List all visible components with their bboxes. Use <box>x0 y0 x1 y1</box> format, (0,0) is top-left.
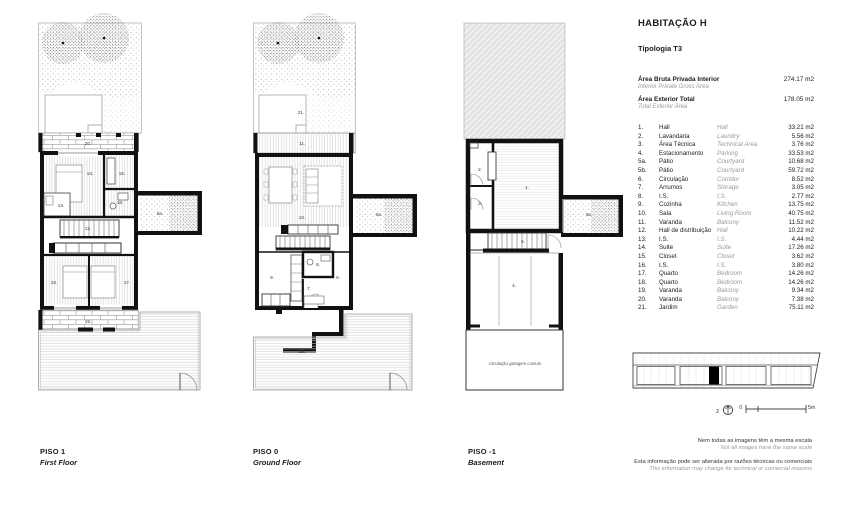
typology-label: Tipologia T3 <box>638 44 683 53</box>
floor-plan-piso-1 <box>39 13 203 390</box>
room-table-row <box>638 253 814 262</box>
room-number: 1. <box>638 124 644 131</box>
room-name-en: Balcony <box>717 218 740 226</box>
room-number: 5a. <box>638 158 647 166</box>
room-number: 3. <box>638 141 644 149</box>
room-table-row <box>638 227 814 236</box>
room-label: 15. <box>118 171 126 176</box>
area-summary <box>638 76 814 110</box>
room-area-value: 33.53 m2 <box>788 149 814 157</box>
room-number: 7. <box>638 184 644 192</box>
compass-label: z <box>716 408 720 415</box>
room-table-row <box>638 304 814 313</box>
room-name-pt: Estacionamento <box>659 149 704 157</box>
room-name-en: Courtyard <box>717 158 745 166</box>
room-number: 19. <box>638 287 647 295</box>
room-name-en: Closet <box>717 252 735 260</box>
room-name-pt: Área Técnica <box>659 141 696 149</box>
room-table-row <box>638 176 814 185</box>
room-number: 11. <box>638 218 647 226</box>
room-area-value: 40.75 m2 <box>788 209 814 217</box>
room-name-en: Corridor <box>717 175 740 183</box>
room-label: 13. <box>57 203 65 208</box>
room-table-row <box>638 150 814 159</box>
room-label: 11. <box>298 141 306 146</box>
floor-title-piso-minus-1 <box>468 447 504 467</box>
room-area-value: 75.11 m2 <box>788 304 814 312</box>
floor-plan-piso-0 <box>254 13 418 390</box>
room-name-en: I.S. <box>717 192 727 200</box>
room-name-pt: Hall <box>659 124 670 131</box>
room-label: 5a. <box>156 211 164 216</box>
room-area-value: 3.80 m2 <box>791 261 814 269</box>
room-label: 3. <box>478 201 482 206</box>
room-name-pt: Arrumos <box>659 184 683 192</box>
room-table-row <box>638 167 814 176</box>
room-name-en: Laundry <box>717 132 740 140</box>
north-compass <box>716 405 733 415</box>
room-name-pt: Jardim <box>659 304 678 312</box>
note <box>634 459 812 472</box>
room-number: 13. <box>638 235 647 243</box>
room-number: 18. <box>638 278 647 286</box>
room-table-row <box>638 193 814 202</box>
note-en: Not all images have the same scale <box>720 445 812 451</box>
room-number: 9. <box>638 201 644 209</box>
room-number: 16. <box>638 261 647 269</box>
room-table-row <box>638 236 814 245</box>
room-area-value: 8.52 m2 <box>791 175 814 183</box>
room-area-value: 14.26 m2 <box>788 278 814 286</box>
room-label: 10. <box>298 215 306 220</box>
room-name-en: I.S. <box>717 235 727 243</box>
room-name-en: Suite <box>717 244 732 252</box>
room-number: 2. <box>638 132 644 140</box>
room-name-pt: Varanda <box>659 287 682 295</box>
room-table-row <box>638 296 814 305</box>
room-label: 16. <box>116 200 124 205</box>
room-area-value: 11.52 m2 <box>788 218 814 226</box>
room-area-value: 7.38 m2 <box>791 295 814 303</box>
room-number: 14. <box>638 244 647 252</box>
room-area-value: 14.26 m2 <box>788 270 814 278</box>
area-value: 178.05 m2 <box>783 96 814 103</box>
room-name-en: Hall <box>717 227 728 235</box>
room-table-row <box>638 184 814 193</box>
room-label: 7. <box>307 286 311 291</box>
room-name-pt: Pátio <box>659 166 674 174</box>
room-name-en: Bedroom <box>717 278 743 286</box>
note-pt: Nem todas as imagens têm a mesma escala <box>697 438 812 444</box>
room-name-en: Garden <box>717 304 738 312</box>
floor-title-piso-0 <box>253 447 301 467</box>
floor-label: PISO 1 <box>40 447 66 456</box>
room-name-en: Kitchen <box>717 201 738 209</box>
floor-sublabel: First Floor <box>40 458 78 467</box>
area-summary-row <box>638 96 814 110</box>
floor-label: PISO -1 <box>468 447 497 456</box>
room-name-en: Bedroom <box>717 270 743 278</box>
room-name-en: I.S. <box>717 261 727 269</box>
room-area-value: 3.05 m2 <box>791 184 814 192</box>
disclaimer-notes <box>634 438 812 472</box>
room-name-pt: Lavandaria <box>659 132 690 140</box>
room-area-value: 3.62 m2 <box>791 252 814 260</box>
room-area-value: 9.34 m2 <box>791 287 814 295</box>
scale-start-label: 0 <box>739 405 742 411</box>
room-table-row <box>638 201 814 210</box>
room-table-row <box>638 158 814 167</box>
room-name-pt: Cozinha <box>659 201 682 209</box>
room-label: 8. <box>316 262 320 267</box>
room-table-row <box>638 219 814 228</box>
note <box>634 438 812 451</box>
room-number: 17. <box>638 270 647 278</box>
room-label: 9. <box>270 275 274 280</box>
room-name-en: Parking <box>717 149 738 157</box>
room-name-pt: Closet <box>659 252 677 260</box>
room-area-value: 5.56 m2 <box>791 132 814 140</box>
room-label: 5b. <box>298 349 306 354</box>
room-label: 21. <box>297 110 305 115</box>
room-table-row <box>638 262 814 271</box>
room-name-pt: Sala <box>659 209 672 217</box>
room-label: 4. <box>512 283 516 288</box>
room-number: 15. <box>638 252 647 260</box>
room-name-en: Technical Area <box>717 141 758 149</box>
room-table-row <box>638 210 814 219</box>
floor-sublabel: Basement <box>468 458 504 467</box>
scale-bar <box>739 405 815 413</box>
room-number: 21. <box>638 304 647 312</box>
room-name-en: Storage <box>717 184 739 192</box>
unit-title: HABITAÇÃO H <box>638 18 708 29</box>
area-label-en: Interior Private Gross Area <box>638 84 709 90</box>
room-number: 10. <box>638 209 647 217</box>
room-name-pt: Hall de distribuição <box>659 227 712 235</box>
room-label: 17. <box>123 280 131 285</box>
room-number: 12. <box>638 227 647 235</box>
area-summary-row <box>638 76 814 90</box>
room-table-row <box>638 133 814 142</box>
room-table-row <box>638 279 814 288</box>
note-en: This information may change for technical or comercial reasons <box>649 466 812 472</box>
room-label: 2. <box>478 167 482 172</box>
area-label-pt: Área Exterior Total <box>638 96 695 103</box>
room-table-row <box>638 124 814 133</box>
room-name-en: Courtyard <box>717 166 745 174</box>
room-name-en: Hall <box>717 124 728 131</box>
room-area-value: 2.77 m2 <box>791 192 814 200</box>
room-name-pt: Quarto <box>659 278 678 286</box>
area-value: 274.17 m2 <box>783 76 814 83</box>
info-panel <box>638 18 814 313</box>
garage-circulation-label: circulação garagem comum <box>488 361 542 366</box>
room-table-row <box>638 287 814 296</box>
room-number: 20. <box>638 295 647 303</box>
room-table-row <box>638 270 814 279</box>
room-name-pt: Varanda <box>659 295 682 303</box>
room-number: 6. <box>638 175 644 183</box>
room-number: 4. <box>638 149 644 157</box>
room-label: 5a. <box>585 212 593 217</box>
area-label-en: Total Exterior Area <box>638 104 688 110</box>
site-highlighted-unit <box>709 367 719 385</box>
floor-title-piso-1 <box>40 447 77 467</box>
room-area-value: 33.21 m2 <box>788 124 814 131</box>
room-name-pt: I.S. <box>659 192 669 200</box>
room-area-value: 10.68 m2 <box>788 158 814 166</box>
scale-end-label: 5m <box>808 405 816 411</box>
room-area-value: 59.72 m2 <box>788 166 814 174</box>
room-area-table <box>638 124 814 313</box>
room-table-row <box>638 244 814 253</box>
floor-sublabel: Ground Floor <box>253 458 301 467</box>
room-name-en: Living Room <box>717 209 752 217</box>
room-label: 6. <box>521 239 525 244</box>
floor-plan-piso-minus-1 <box>464 23 623 390</box>
area-label-pt: Área Bruta Privada Interior <box>638 76 720 83</box>
room-label: 6. <box>336 275 340 280</box>
room-area-value: 10.22 m2 <box>788 227 814 235</box>
room-label: 12. <box>84 226 92 231</box>
site-key-plan <box>633 353 820 388</box>
room-label: 5a. <box>375 212 383 217</box>
floor-label: PISO 0 <box>253 447 279 456</box>
room-area-value: 3.76 m2 <box>791 141 814 149</box>
room-number: 5b. <box>638 166 647 174</box>
room-number: 8. <box>638 192 644 200</box>
room-label: 19. <box>84 319 92 324</box>
room-area-value: 13.75 m2 <box>788 201 814 209</box>
room-name-pt: Circulação <box>659 175 689 183</box>
room-name-pt: Quarto <box>659 270 678 278</box>
room-name-pt: I.S. <box>659 235 669 243</box>
room-table-row <box>638 141 814 150</box>
room-name-pt: Suite <box>659 244 674 252</box>
room-name-en: Balcony <box>717 287 740 295</box>
room-label: 18. <box>50 280 58 285</box>
room-label: 1. <box>525 185 529 190</box>
room-name-pt: I.S. <box>659 261 669 269</box>
room-area-value: 4.44 m2 <box>791 235 814 243</box>
room-name-pt: Varanda <box>659 218 682 226</box>
room-label: 20. <box>84 141 92 146</box>
room-label: 14. <box>86 171 94 176</box>
note-pt: Esta informação pode ser alterada por razões técnicas ou comerciais <box>634 459 812 465</box>
room-area-value: 17.26 m2 <box>788 244 814 252</box>
room-name-en: Balcony <box>717 295 740 303</box>
room-name-pt: Pátio <box>659 158 674 166</box>
